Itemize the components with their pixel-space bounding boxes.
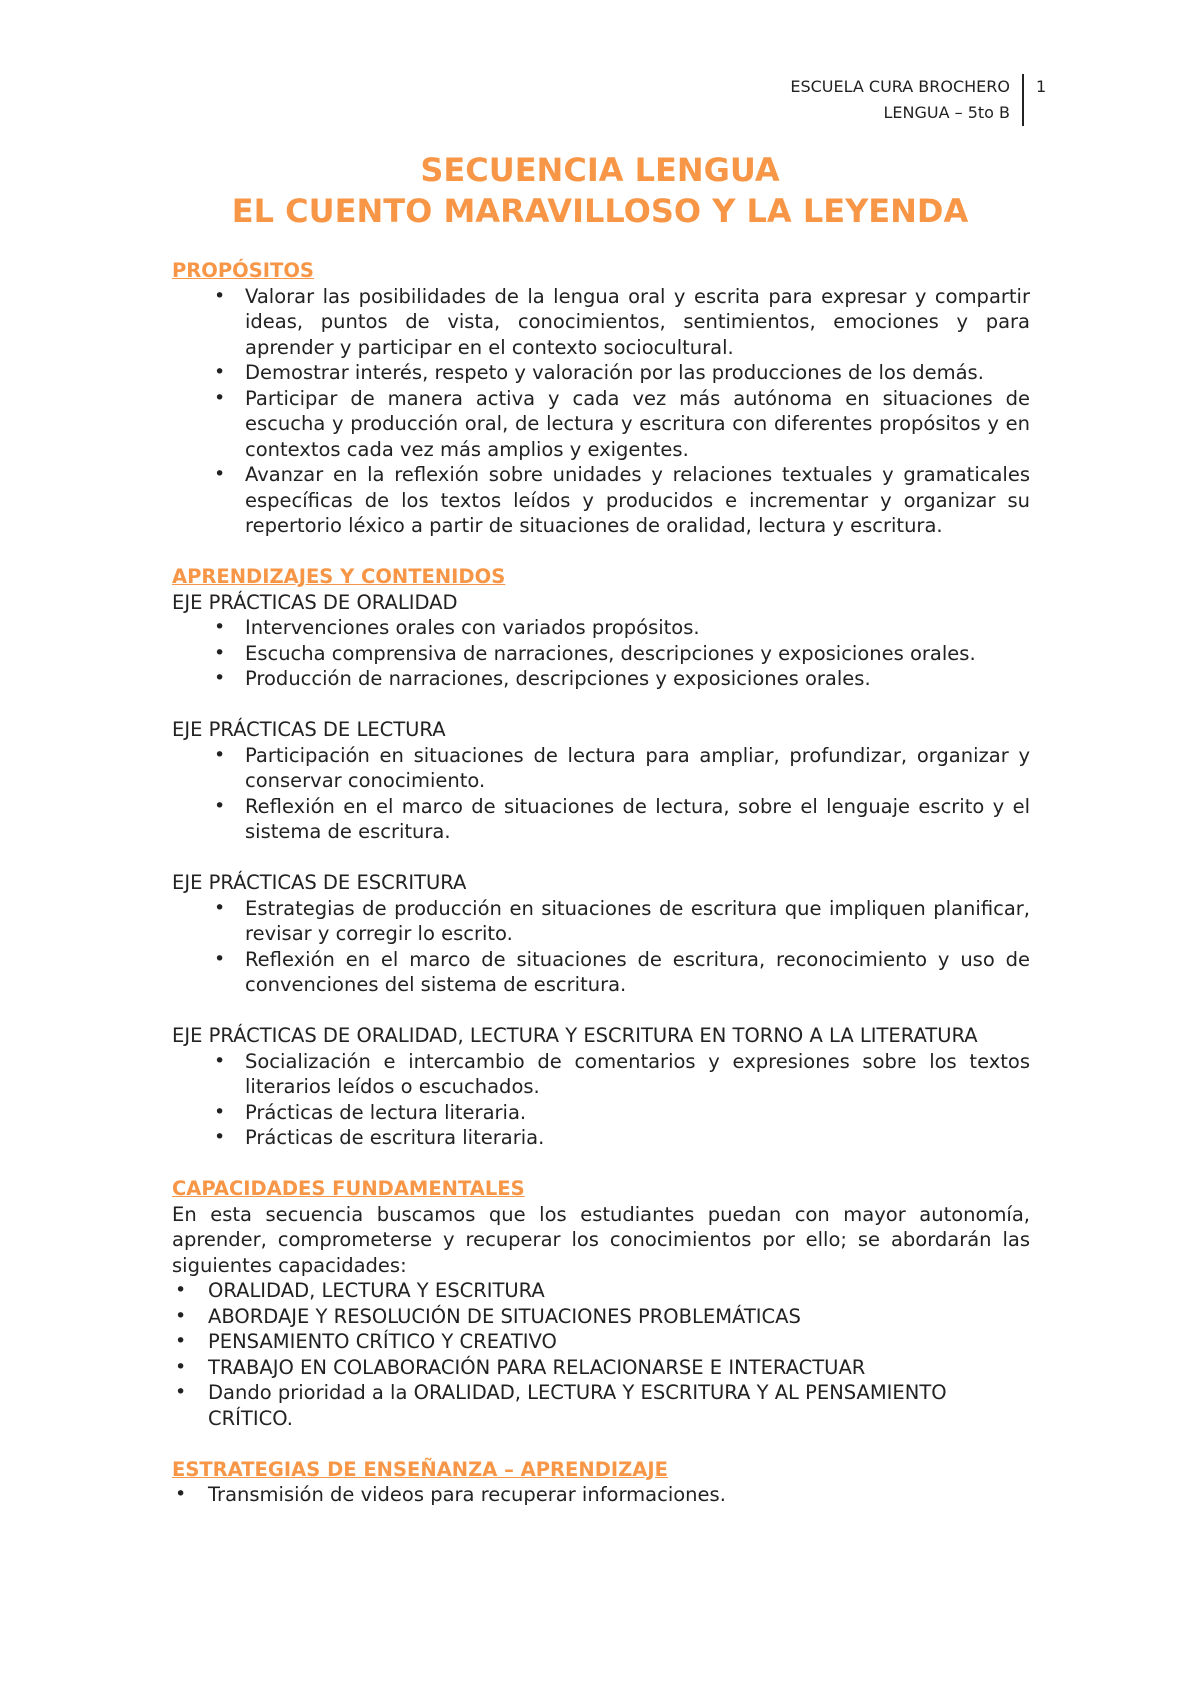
eje-title-oralidad: EJE PRÁCTICAS DE ORALIDAD: [172, 590, 458, 614]
list-item: • Valorar las posibilidades de la lengua oral y escrita para expresar y compartir ideas, puntos de vista, conocimientos, sentimientos, emociones y para aprender y participar en el contexto sociocultural.: [172, 284, 1030, 361]
section-heading-propositos: PROPÓSITOS: [172, 259, 314, 282]
page-header: [790, 74, 1024, 126]
list-item: • Socialización e intercambio de comentarios y expresiones sobre los textos literarios leídos o escuchados.: [172, 1049, 1030, 1100]
list-item: • Participar de manera activa y cada vez más autónoma en situaciones de escucha y producción oral, de lectura y escritura con diferentes propósitos y en contextos cada vez más amplios y exigentes.: [172, 386, 1030, 463]
list-item: • Reflexión en el marco de situaciones de escritura, reconocimiento y uso de convenciones del sistema de escritura.: [172, 947, 1030, 998]
eje-title-escritura: EJE PRÁCTICAS DE ESCRITURA: [172, 871, 467, 894]
list-item: • TRABAJO EN COLABORACIÓN PARA RELACIONARSE E INTERACTUAR: [172, 1355, 1030, 1381]
header-subject: LENGUA – 5to B: [883, 103, 1010, 122]
section-heading-capacidades: CAPACIDADES FUNDAMENTALES: [172, 1177, 525, 1200]
title-line-2: EL CUENTO MARAVILLOSO Y LA LEYENDA: [231, 192, 969, 230]
section-heading-estrategias: ESTRATEGIAS DE ENSEÑANZA – APRENDIZAJE: [172, 1457, 668, 1481]
section-heading-aprendizajes: APRENDIZAJES Y CONTENIDOS: [172, 565, 506, 588]
header-school: ESCUELA CURA BROCHERO: [790, 77, 1010, 96]
capacidades-list: [172, 1278, 1030, 1431]
list-item: • Escucha comprensiva de narraciones, descripciones y exposiciones orales.: [172, 641, 1030, 667]
capacidades-intro: En esta secuencia buscamos que los estudiantes puedan con mayor autonomía, aprender, comprometerse y recuperar los conocimientos por ello; se abordarán las siguientes capacidades:: [172, 1202, 1030, 1277]
list-item: • Prácticas de escritura literaria.: [172, 1125, 1030, 1151]
eje-title-lectura: EJE PRÁCTICAS DE LECTURA: [172, 718, 446, 741]
eje-lectura-list: [172, 743, 1030, 845]
title-line-1: SECUENCIA LENGUA: [420, 151, 780, 189]
document-title: [0, 150, 1200, 232]
estrategias-list: [172, 1482, 1030, 1508]
list-item: • Producción de narraciones, descripciones y exposiciones orales.: [172, 666, 1030, 692]
list-item: • Intervenciones orales con variados propósitos.: [172, 615, 1030, 641]
list-item: • Estrategias de producción en situaciones de escritura que impliquen planificar, revisar y corregir lo escrito.: [172, 896, 1030, 947]
list-item: • ABORDAJE Y RESOLUCIÓN DE SITUACIONES PROBLEMÁTICAS: [172, 1304, 1030, 1330]
eje-escritura-list: [172, 896, 1030, 998]
eje-oralidad-list: [172, 615, 1030, 692]
list-item: • Reflexión en el marco de situaciones de lectura, sobre el lenguaje escrito y el sistema de escritura.: [172, 794, 1030, 845]
list-item: • Transmisión de videos para recuperar informaciones.: [172, 1482, 1030, 1508]
eje-literatura-list: [172, 1049, 1030, 1151]
list-item: • Dando prioridad a la ORALIDAD, LECTURA Y ESCRITURA Y AL PENSAMIENTO CRÍTICO.: [172, 1380, 1030, 1431]
page-number: 1: [1036, 77, 1047, 96]
propositos-list: [172, 284, 1030, 539]
eje-title-literatura: EJE PRÁCTICAS DE ORALIDAD, LECTURA Y ESCRITURA EN TORNO A LA LITERATURA: [172, 1024, 978, 1047]
document-body: [172, 258, 1030, 1508]
list-item: • Avanzar en la reflexión sobre unidades y relaciones textuales y gramaticales específicas de los textos leídos y producidos e incrementar y organizar su repertorio léxico a partir de situaciones de oralidad, lectura y escritura.: [172, 462, 1030, 539]
list-item: • Prácticas de lectura literaria.: [172, 1100, 1030, 1126]
list-item: • PENSAMIENTO CRÍTICO Y CREATIVO: [172, 1329, 1030, 1355]
list-item: • Participación en situaciones de lectura para ampliar, profundizar, organizar y conservar conocimiento.: [172, 743, 1030, 794]
list-item: • ORALIDAD, LECTURA Y ESCRITURA: [172, 1278, 1030, 1304]
list-item: • Demostrar interés, respeto y valoración por las producciones de los demás.: [172, 360, 1030, 386]
